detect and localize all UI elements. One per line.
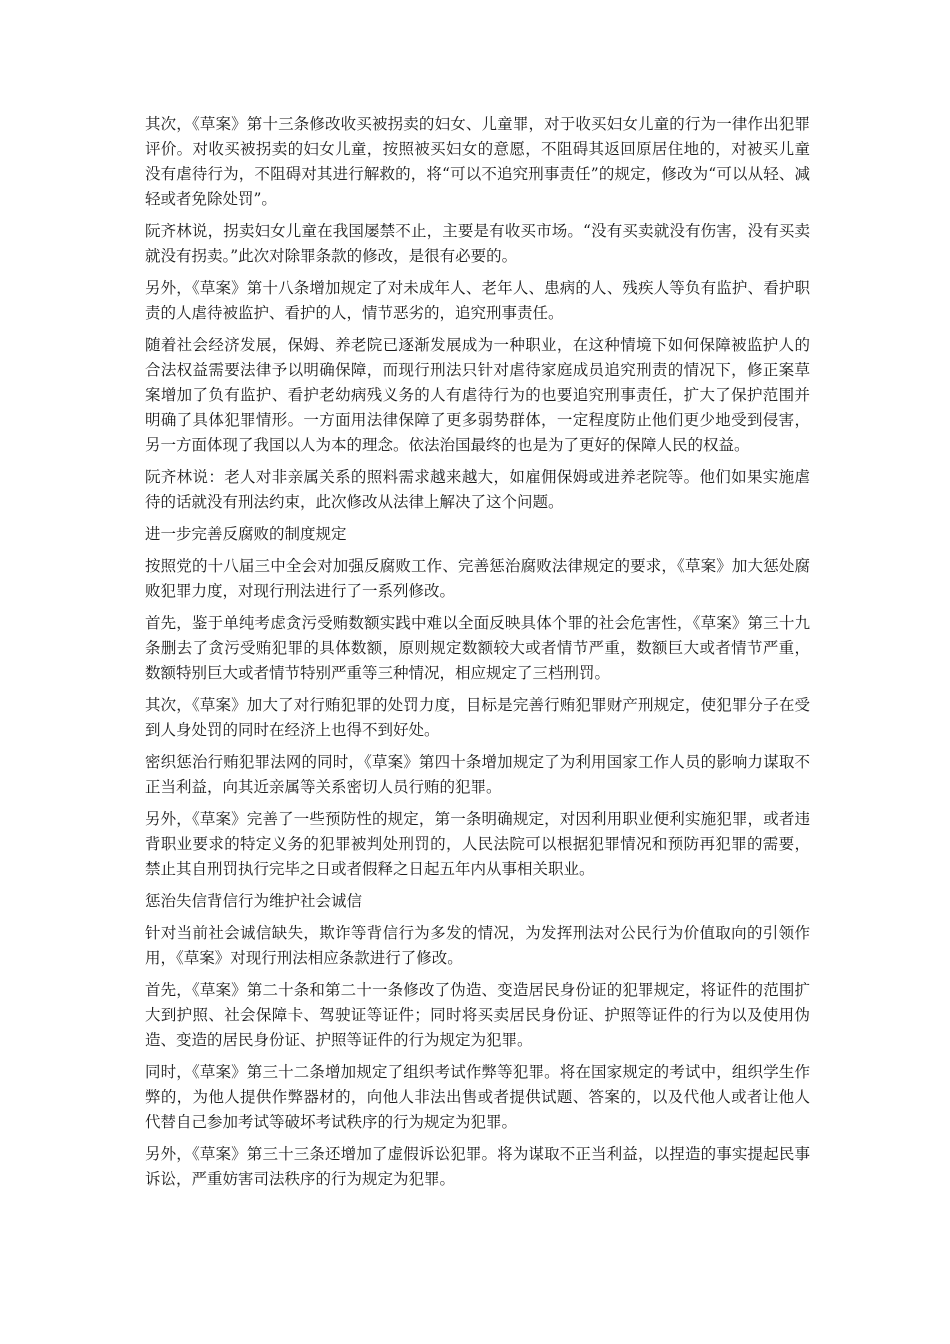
paragraph-11: 另外，《草案》完善了一些预防性的规定，第一条明确规定，对因利用职业便利实施犯罪，或者违背职业要求的特定义务的犯罪被判处刑罚的，人民法院可以根据犯罪情况和预防再犯罪的需要，禁止其自刑罚执行完毕之日或者假释之日起五年内从事相关职业。 (145, 810, 810, 878)
paragraph-8: 首先，鉴于单纯考虑贪污受贿数额实践中难以全面反映具体个罪的社会危害性，《草案》第三十九条删去了贪污受贿犯罪的具体数额，原则规定数额较大或者情节严重，数额巨大或者情节严重，数额特别巨大或者情节特别严重等三种情况，相应规定了三档刑罚。 (145, 614, 810, 682)
paragraph-16: 另外，《草案》第三十三条还增加了虚假诉讼犯罪。将为谋取不正当利益，以捏造的事实提起民事诉讼，严重妨害司法秩序的行为规定为犯罪。 (145, 1145, 810, 1188)
paragraph-5: 阮齐林说：老人对非亲属关系的照料需求越来越大，如雇佣保姆或进养老院等。他们如果实施虐待的话就没有刑法约束，此次修改从法律上解决了这个问题。 (145, 468, 810, 511)
paragraph-15: 同时，《草案》第三十二条增加规定了组织考试作弊等犯罪。将在国家规定的考试中，组织学生作弊的，为他人提供作弊器材的，向他人非法出售或者提供试题、答案的，以及代他人或者让他人代替自己参加考试等破坏考试秩序的行为规定为犯罪。 (145, 1063, 810, 1131)
paragraph-10: 密织惩治行贿犯罪法网的同时，《草案》第四十条增加规定了为利用国家工作人员的影响力谋取不正当利益，向其近亲属等关系密切人员行贿的犯罪。 (145, 753, 810, 796)
section-heading-anticorruption: 进一步完善反腐败的制度规定 (145, 525, 347, 543)
document-body (145, 112, 810, 1199)
paragraph-13: 针对当前社会诚信缺失，欺诈等背信行为多发的情况，为发挥刑法对公民行为价值取向的引领作用，《草案》对现行刑法相应条款进行了修改。 (145, 924, 810, 967)
paragraph-2: 阮齐林说，拐卖妇女儿童在我国屡禁不止，主要是有收买市场。“没有买卖就没有伤害，没有买卖就没有拐卖。”此次对除罪条款的修改，是很有必要的。 (145, 222, 810, 265)
paragraph-9: 其次，《草案》加大了对行贿犯罪的处罚力度，目标是完善行贿犯罪财产刑规定，使犯罪分子在受到人身处罚的同时在经济上也得不到好处。 (145, 696, 810, 739)
paragraph-14: 首先，《草案》第二十条和第二十一条修改了伪造、变造居民身份证的犯罪规定，将证件的范围扩大到护照、社会保障卡、驾驶证等证件；同时将买卖居民身份证、护照等证件的行为以及使用伪造、变造的居民身份证、护照等证件的行为规定为犯罪。 (145, 981, 810, 1049)
paragraph-3: 另外，《草案》第十八条增加规定了对未成年人、老年人、患病的人、残疾人等负有监护、看护职责的人虐待被监护、看护的人，情节恶劣的，追究刑事责任。 (145, 279, 810, 322)
section-heading-integrity: 惩治失信背信行为维护社会诚信 (145, 892, 363, 910)
paragraph-4: 随着社会经济发展，保姆、养老院已逐渐发展成为一种职业，在这种情境下如何保障被监护人的合法权益需要法律予以明确保障，而现行刑法只针对虐待家庭成员追究刑责的情况下，修正案草案增加了负有监护、看护老幼病残义务的人有虐待行为的也要追究刑事责任，扩大了保护范围并明确了具体犯罪情形。一方面用法律保障了更多弱势群体，一定程度防止他们更少地受到侵害，另一方面体现了我国以人为本的理念。依法治国最终的也是为了更好的保障人民的权益。 (145, 336, 810, 454)
paragraph-1: 其次，《草案》第十三条修改收买被拐卖的妇女、儿童罪，对于收买妇女儿童的行为一律作出犯罪评价。对收买被拐卖的妇女儿童，按照被买妇女的意愿，不阻碍其返回原居住地的，对被买儿童没有虐待行为，不阻碍对其进行解救的，将“可以不追究刑事责任”的规定，修改为“可以从轻、减轻或者免除处罚”。 (145, 115, 810, 208)
paragraph-7: 按照党的十八届三中全会对加强反腐败工作、完善惩治腐败法律规定的要求，《草案》加大惩处腐败犯罪力度，对现行刑法进行了一系列修改。 (145, 557, 810, 600)
